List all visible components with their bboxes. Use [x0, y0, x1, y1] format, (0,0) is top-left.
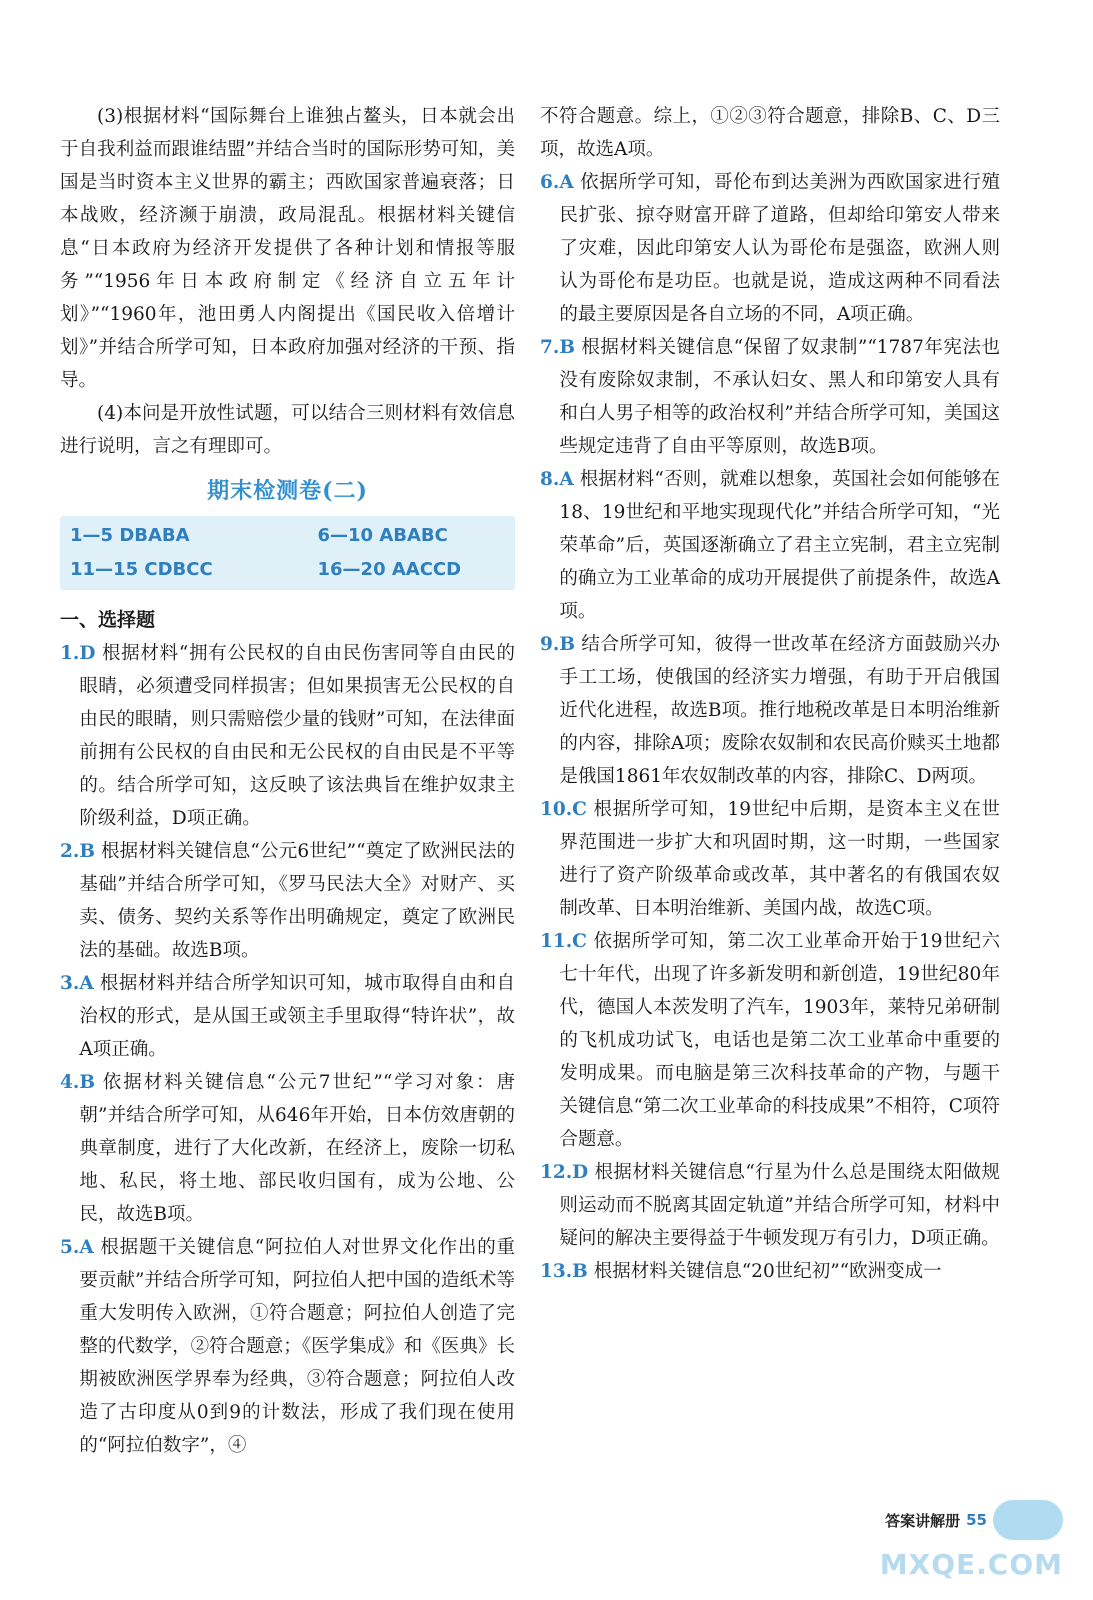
- question-item: [60, 637, 515, 835]
- item-number: 5.A: [60, 1237, 94, 1258]
- item-text: 依据材料关键信息“公元7世纪”“学习对象：唐朝”并结合所学可知，从646年开始，日本仿效唐朝的典章制度，进行了大化改新，在经济上，废除一切私地、私民，将土地、部民收归国有，成为公地、公民，故选B项。: [79, 1072, 515, 1225]
- item-text: 根据所学可知，19世纪中后期，是资本主义在世界范围进一步扩大和巩固时期，这一时期，一些国家进行了资产阶级革命或改革，其中著名的有俄国农奴制改革、日本明治维新、美国内战，故选C项。: [559, 799, 1000, 919]
- section-title: 期末检测卷(二): [207, 478, 368, 504]
- item-number: 7.B: [540, 337, 575, 358]
- question-item: [60, 1231, 515, 1462]
- question-item: [60, 1066, 515, 1231]
- item-number: 13.B: [540, 1261, 588, 1282]
- section-heading: 一、选择题: [60, 609, 156, 631]
- item-text: 根据材料关键信息“保留了奴隶制”“1787年宪法也没有废除奴隶制，不承认妇女、黑人和印第安人具有和白人男子相等的政治权利”并结合所学可知，美国这些规定违背了自由平等原则，故选B项。: [559, 337, 1000, 457]
- item-text: 依据所学可知，第二次工业革命开始于19世纪六七十年代，出现了许多新发明和新创造，19世纪80年代，德国人本茨发明了汽车，1903年，莱特兄弟研制的飞机成功试飞，电话也是第二次工业革命中重要的发明成果。而电脑是第三次科技革命的产物，与题干关键信息“第二次工业革命的科技成果”不相符，C项符合题意。: [559, 931, 1000, 1150]
- watermark-logo-icon: [993, 1500, 1063, 1540]
- question-item: [540, 331, 1000, 463]
- answer-paragraph-4: (4)本问是开放性试题，可以结合三则材料有效信息进行说明，言之有理即可。: [60, 403, 515, 457]
- answer-key-16-20: 16—20 AACCD: [317, 559, 462, 580]
- item-number: 4.B: [60, 1072, 95, 1093]
- question-item: [540, 925, 1000, 1156]
- right-column: [540, 100, 1000, 1288]
- item-number: 6.A: [540, 172, 574, 193]
- question-item: [60, 835, 515, 967]
- question-item: [540, 166, 1000, 331]
- item-number: 2.B: [60, 841, 95, 862]
- item-text: 根据材料关键信息“行星为什么总是围绕太阳做规则运动而不脱离其固定轨道”并结合所学可知，材料中疑问的解决主要得益于牛顿发现万有引力，D项正确。: [559, 1162, 1000, 1249]
- answer-paragraph-3: (3)根据材料“国际舞台上谁独占鳌头，日本就会出于自我利益而跟谁结盟”并结合当时的国际形势可知，美国是当时资本主义世界的霸主；西欧国家普遍衰落；日本战败，经济濒于崩溃，政局混乱。根据材料关键信息“日本政府为经济开发提供了各种计划和情报等服务”“1956年日本政府制定《经济自立五年计划》”“1960年，池田勇人内阁提出《国民收入倍增计划》”并结合所学可知，日本政府加强对经济的干预、指导。: [60, 106, 515, 391]
- item-number: 10.C: [540, 799, 587, 820]
- question-item: [540, 628, 1000, 793]
- item-text: 结合所学可知，彼得一世改革在经济方面鼓励兴办手工工场，使俄国的经济实力增强，有助于开启俄国近代化进程，故选B项。推行地税改革是日本明治维新的内容，排除A项；废除农奴制和农民高价赎买土地都是俄国1861年农奴制改革的内容，排除C、D两项。: [559, 634, 1000, 787]
- item-text: 根据题干关键信息“阿拉伯人对世界文化作出的重要贡献”并结合所学可知，阿拉伯人把中国的造纸术等重大发明传入欧洲，①符合题意；阿拉伯人创造了完整的代数学，②符合题意；《医学集成》和《医典》长期被欧洲医学界奉为经典，③符合题意；阿拉伯人改造了古印度从0到9的计数法，形成了我们现在使用的“阿拉伯数字”，④: [79, 1237, 515, 1456]
- item-number: 3.A: [60, 973, 94, 994]
- item-text: 根据材料“否则，就难以想象，英国社会如何能够在18、19世纪和平地实现现代化”并结合所学可知，“光荣革命”后，英国逐渐确立了君主立宪制，君主立宪制的确立为工业革命的成功开展提供了前提条件，故选A项。: [559, 469, 1000, 622]
- answer-key-1-5: 1—5 DBABA: [70, 525, 190, 546]
- continued-paragraph: 不符合题意。综上，①②③符合题意，排除B、C、D三项，故选A项。: [540, 106, 1000, 160]
- footer-label: 答案讲解册: [885, 1511, 961, 1530]
- item-text: 根据材料关键信息“20世纪初”“欧洲变成一: [587, 1261, 942, 1282]
- question-item: [540, 463, 1000, 628]
- answer-key-11-15: 11—15 CDBCC: [70, 559, 213, 580]
- item-text: 根据材料并结合所学知识可知，城市取得自由和自治权的形式，是从国王或领主手里取得“特许状”，故A项正确。: [79, 973, 515, 1060]
- question-item: [540, 793, 1000, 925]
- answer-key-box: [60, 516, 515, 590]
- item-text: 根据材料关键信息“公元6世纪”“奠定了欧洲民法的基础”并结合所学可知，《罗马民法大全》对财产、买卖、债务、契约关系等作出明确规定，奠定了欧洲民法的基础。故选B项。: [79, 841, 515, 961]
- page-number: 55: [966, 1511, 987, 1529]
- item-number: 9.B: [540, 634, 575, 655]
- watermark-text: MXQE.COM: [879, 1548, 1063, 1581]
- item-number: 8.A: [540, 469, 574, 490]
- answer-key-6-10: 6—10 ABABC: [317, 525, 448, 546]
- item-number: 12.D: [540, 1162, 589, 1183]
- item-text: 根据材料“拥有公民权的自由民伤害同等自由民的眼睛，必须遭受同样损害；但如果损害无公民权的自由民的眼睛，则只需赔偿少量的钱财”可知，在法律面前拥有公民权的自由民和无公民权的自由民是不平等的。结合所学可知，这反映了该法典旨在维护奴隶主阶级利益，D项正确。: [79, 643, 515, 829]
- question-item: [540, 1156, 1000, 1255]
- page-footer: [885, 1500, 1063, 1540]
- item-number: 1.D: [60, 643, 96, 664]
- left-column: [60, 100, 515, 1462]
- item-text: 依据所学可知，哥伦布到达美洲为西欧国家进行殖民扩张、掠夺财富开辟了道路，但却给印第安人带来了灾难，因此印第安人认为哥伦布是强盗，欧洲人则认为哥伦布是功臣。也就是说，造成这两种不同看法的最主要原因是各自立场的不同，A项正确。: [559, 172, 1000, 325]
- question-item: [540, 1255, 1000, 1288]
- question-item: [60, 967, 515, 1066]
- item-number: 11.C: [540, 931, 587, 952]
